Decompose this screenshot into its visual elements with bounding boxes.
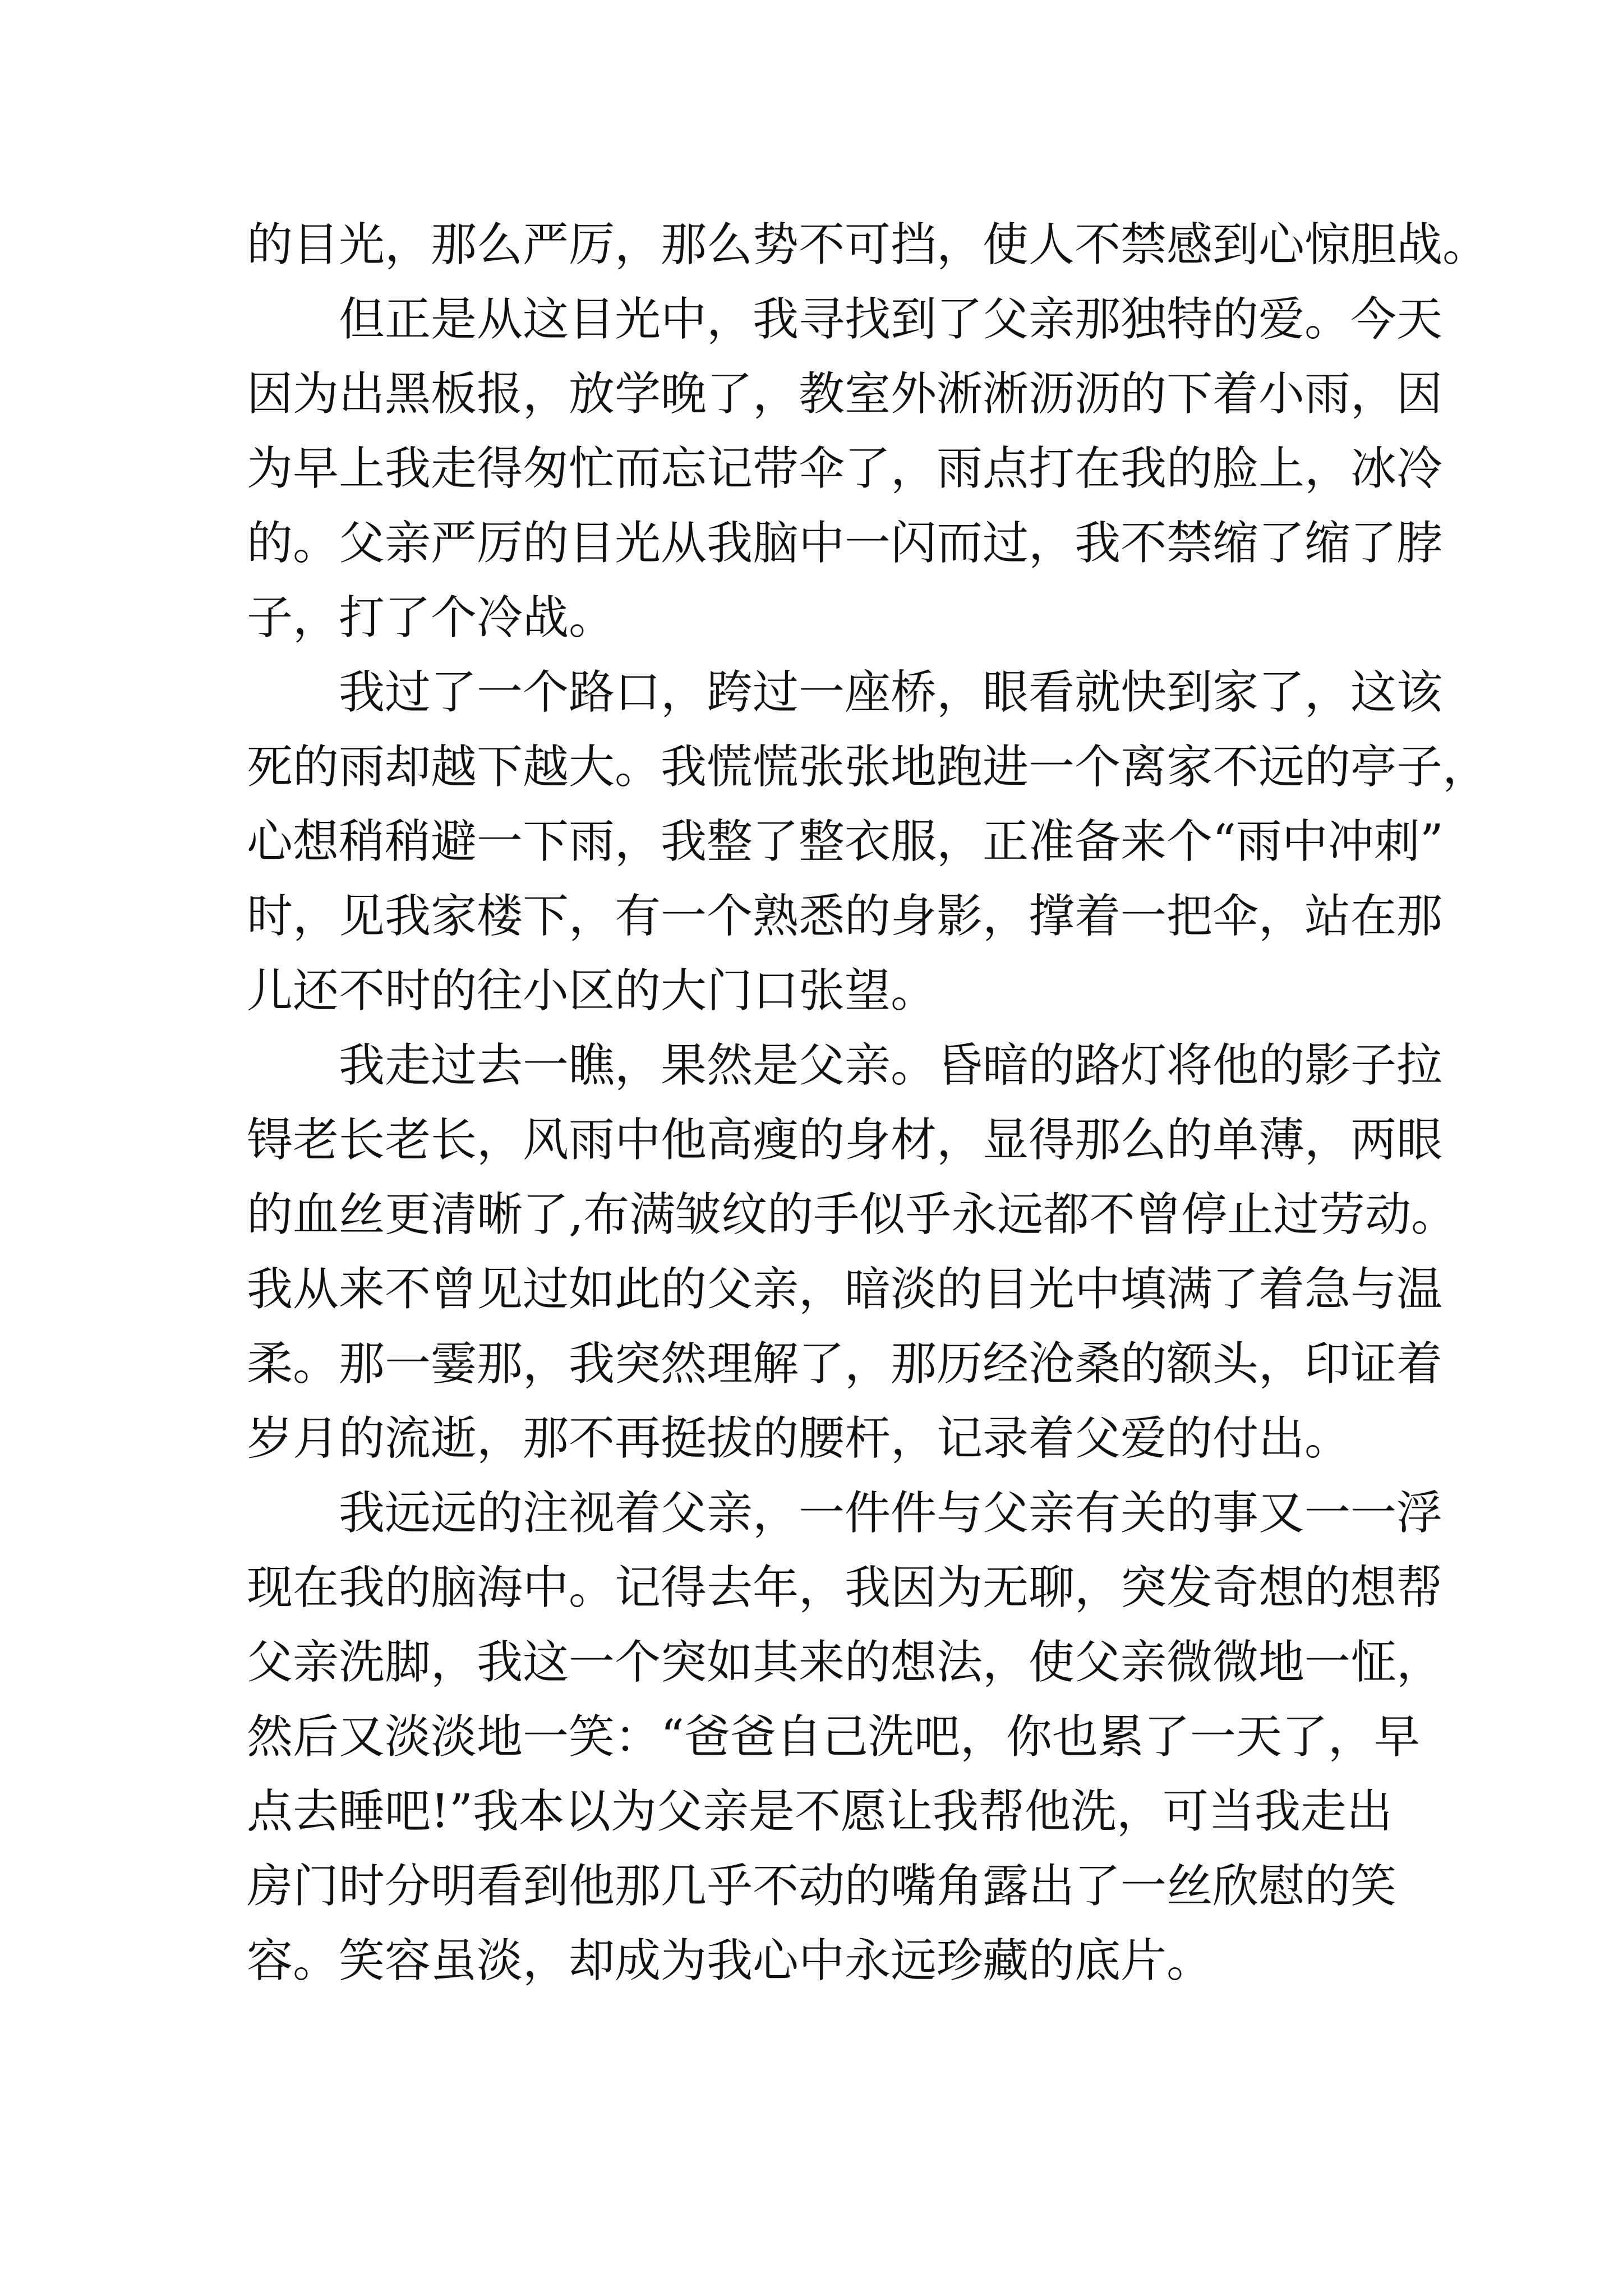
text-line: 死的雨却越下越大。我慌慌张张地跑进一个离家不远的亭子， [247,740,1489,794]
paragraph-first-line: 但正是从这目光中，我寻找到了父亲那独特的爱。今天 [339,293,1443,346]
paragraph-first-line: 我远远的注视着父亲，一件件与父亲有关的事又一一浮 [339,1487,1443,1540]
paragraph-first-line: 我走过去一瞧，果然是父亲。昏暗的路灯将他的影子拉 [339,1039,1443,1092]
paragraph-first-line: 我过了一个路口，跨过一座桥，眼看就快到家了，这该 [339,666,1443,719]
text-line: 柔。那一霎那，我突然理解了，那历经沧桑的额头，印证着 [247,1337,1443,1391]
text-line: 房门时分明看到他那几乎不动的嘴角露出了一丝欣慰的笑 [247,1860,1397,1913]
body-text [247,208,1489,1998]
text-line: 为早上我走得匆忙而忘记带伞了，雨点打在我的脸上，冰冷 [247,442,1443,495]
text-line: 因为出黑板报，放学晚了，教室外淅淅沥沥的下着小雨，因 [247,367,1443,421]
text-line: 点去睡吧!”我本以为父亲是不愿让我帮他洗，可当我走出 [247,1785,1393,1838]
text-line: 儿还不时的往小区的大门口张望。 [247,964,937,1018]
text-line: 锝老长老长，风雨中他高瘦的身材，显得那么的单薄，两眼 [247,1114,1443,1167]
text-line: 的。父亲严厉的目光从我脑中一闪而过，我不禁缩了缩了脖 [247,517,1443,570]
text-line: 时，见我家楼下，有一个熟悉的身影，撑着一把伞，站在那 [247,890,1443,943]
text-line: 子，打了个冷战。 [247,591,615,645]
text-line: 的目光，那么严厉，那么势不可挡，使人不禁感到心惊胆战。 [247,218,1489,272]
text-line: 我从来不曾见过如此的父亲，暗淡的目光中填满了着急与温 [247,1263,1443,1316]
text-line: 然后又淡淡地一笑：“爸爸自己洗吧，你也累了一天了，早 [247,1710,1420,1764]
text-line: 的血丝更清晰了,布满皱纹的手似乎永远都不曾停止过劳动。 [247,1188,1458,1241]
text-line: 容。笑容虽淡，却成为我心中永远珍藏的底片。 [247,1934,1213,1987]
text-line: 现在我的脑海中。记得去年，我因为无聊，突发奇想的想帮 [247,1561,1443,1614]
text-line: 心想稍稍避一下雨，我整了整衣服，正准备来个“雨中冲刺” [247,815,1444,868]
text-line: 父亲洗脚，我这一个突如其来的想法，使父亲微微地一怔， [247,1636,1443,1689]
text-line: 岁月的流逝，那不再挺拔的腰杆，记录着父爱的付出。 [247,1412,1351,1465]
